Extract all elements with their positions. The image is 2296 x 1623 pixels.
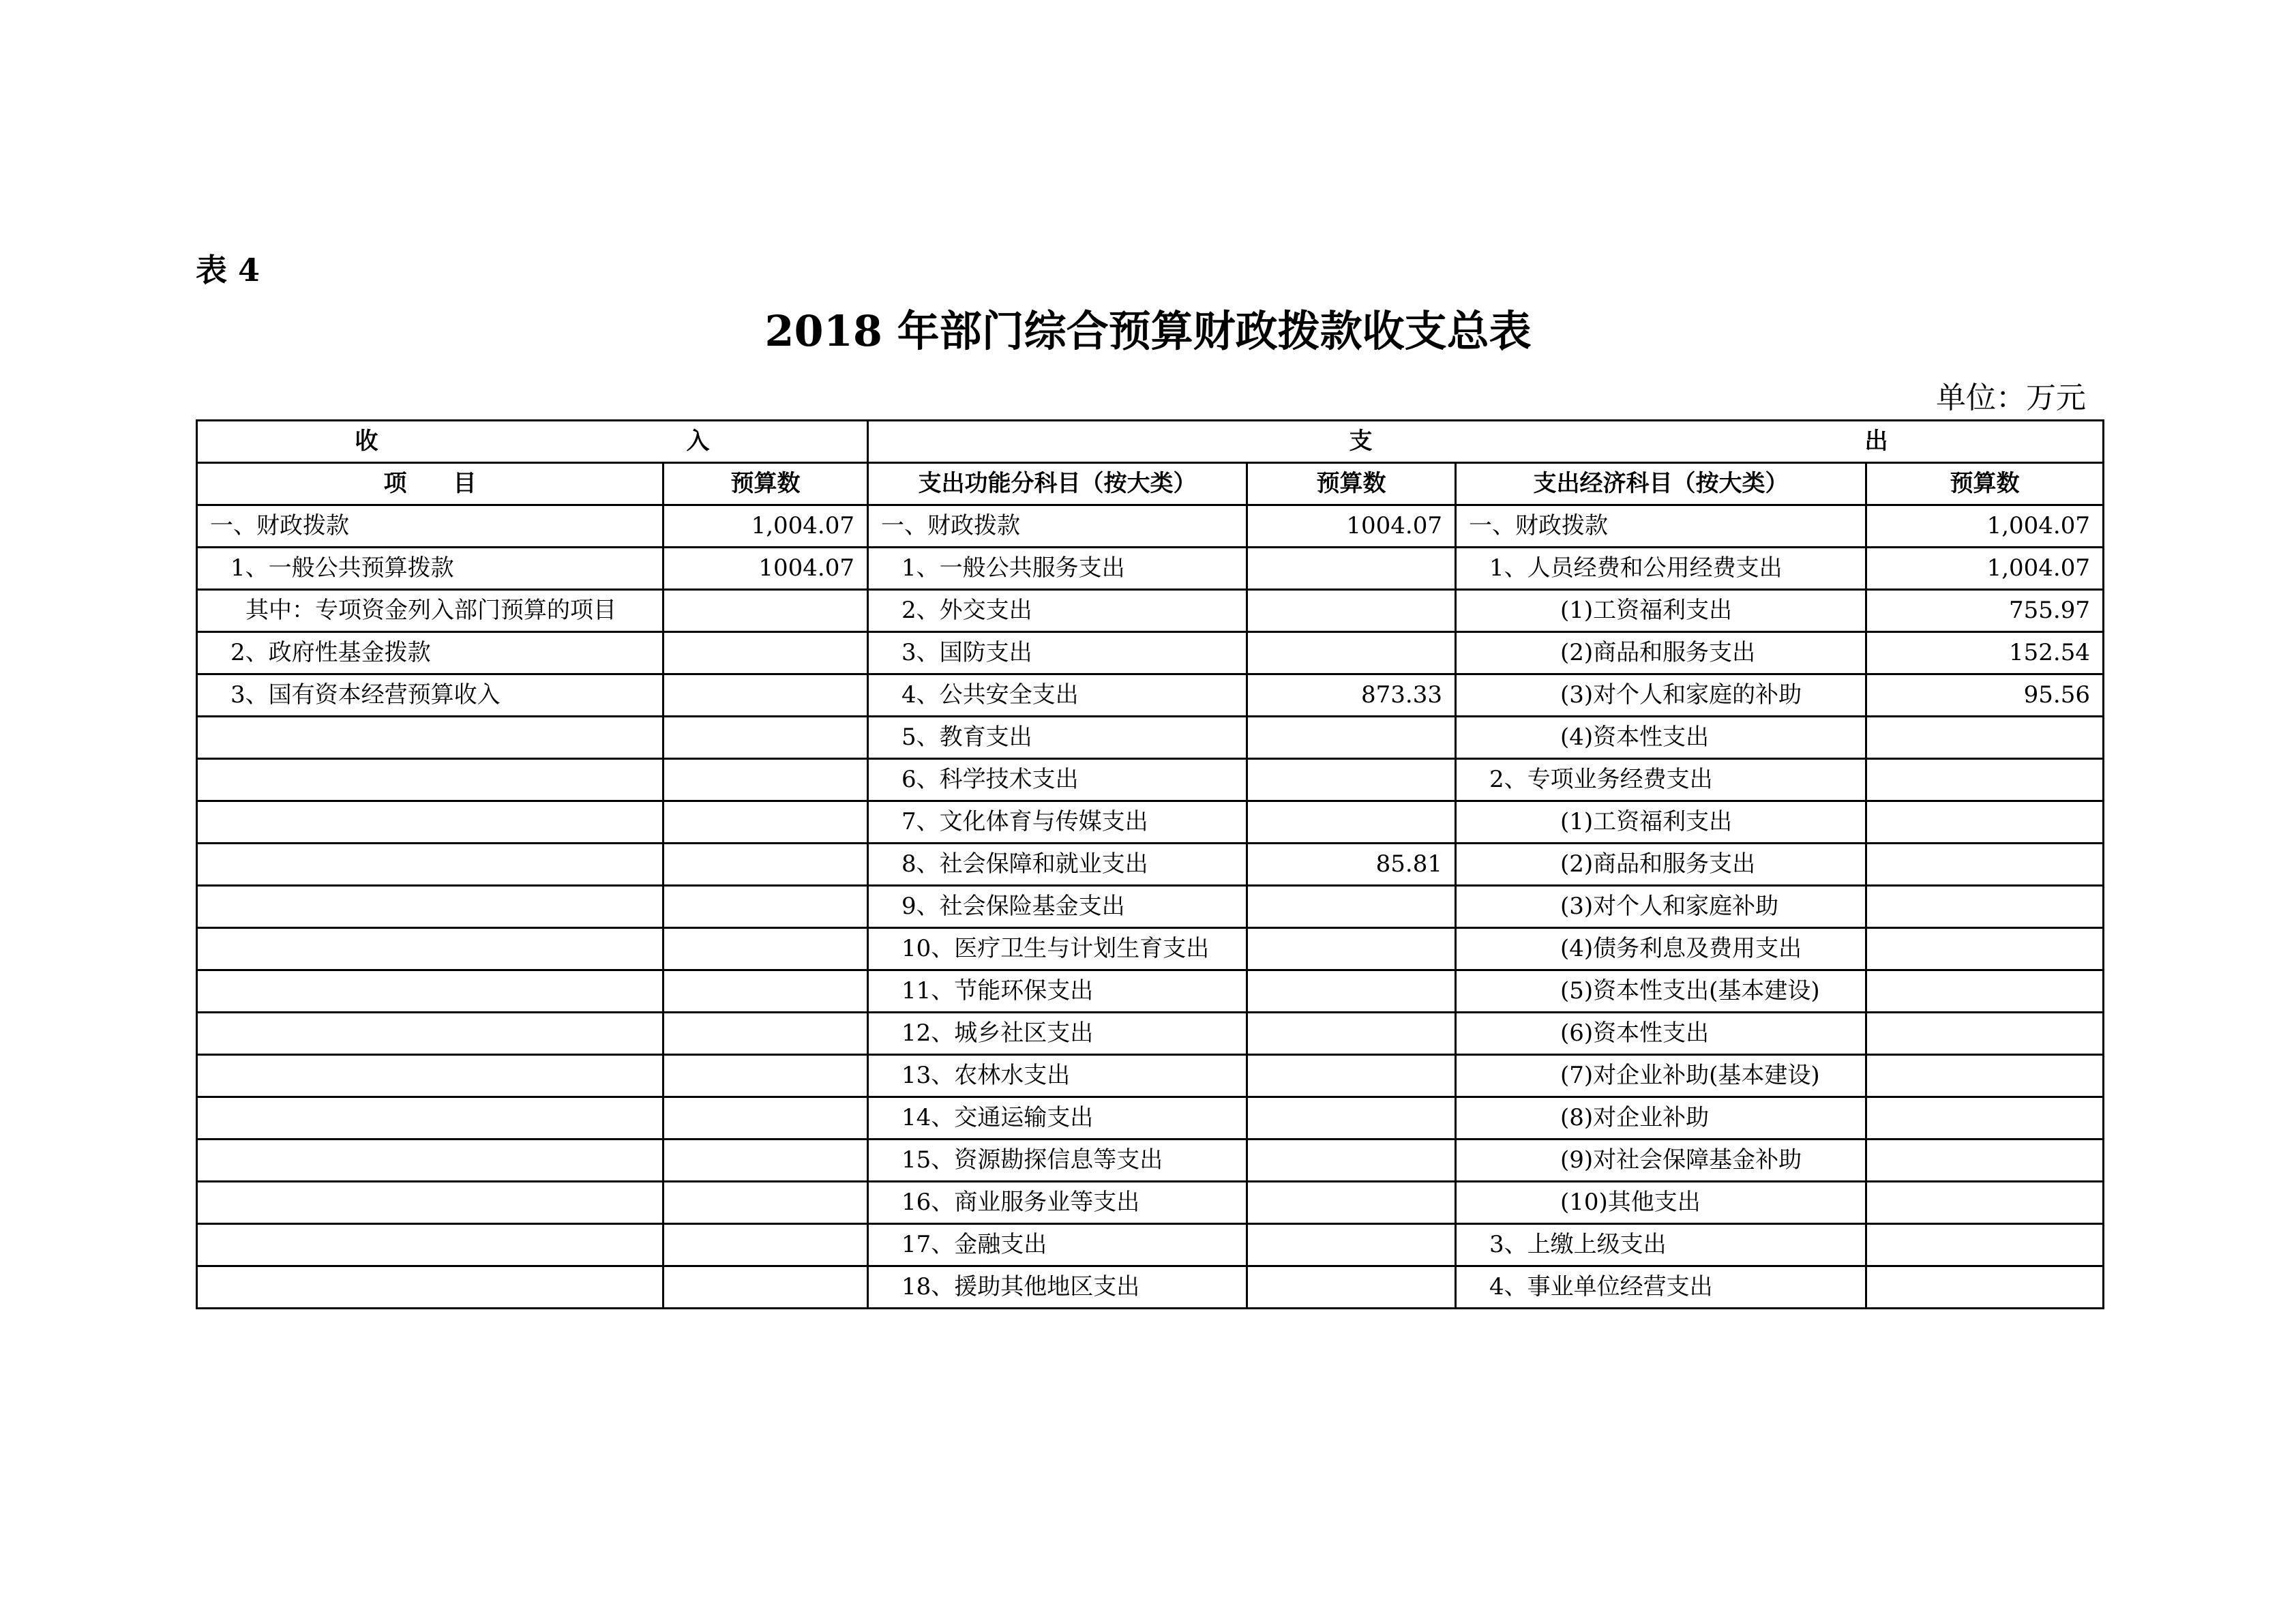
income-group-left: 收 [355, 428, 378, 455]
econ-amount-cell [1866, 844, 2104, 886]
econ-item-cell: (2)商品和服务支出 [1456, 632, 1866, 674]
econ-item-cell: 一、财政拨款 [1456, 505, 1866, 548]
income-item-cell: 一、财政拨款 [197, 505, 664, 548]
econ-item-cell: 2、专项业务经费支出 [1456, 759, 1866, 801]
func-item-cell: 13、农林水支出 [868, 1055, 1247, 1097]
income-amount-cell [664, 1013, 868, 1055]
income-amount-cell [664, 1266, 868, 1309]
income-amount-cell: 1,004.07 [664, 505, 868, 548]
expense-group-left: 支 [1349, 428, 1373, 455]
col-header-func-amount: 预算数 [1247, 463, 1456, 505]
table-row [197, 970, 2104, 1013]
econ-amount-cell [1866, 1182, 2104, 1224]
func-item-cell: 15、资源勘探信息等支出 [868, 1140, 1247, 1182]
table-row [197, 674, 2104, 717]
table-row [197, 1097, 2104, 1140]
group-header-row [197, 421, 2104, 463]
income-item-cell [197, 1266, 664, 1309]
econ-item-cell: (10)其他支出 [1456, 1182, 1866, 1224]
budget-table [196, 419, 2104, 1309]
income-group-header [197, 421, 868, 463]
econ-item-cell: (1)工资福利支出 [1456, 801, 1866, 844]
econ-item-cell: (3)对个人和家庭的补助 [1456, 674, 1866, 717]
func-amount-cell [1247, 801, 1456, 844]
income-item-cell [197, 1055, 664, 1097]
func-amount-cell [1247, 1055, 1456, 1097]
page-title: 2018 年部门综合预算财政拨款收支总表 [764, 306, 1532, 356]
func-amount-cell [1247, 717, 1456, 759]
func-item-cell: 12、城乡社区支出 [868, 1013, 1247, 1055]
func-item-cell: 16、商业服务业等支出 [868, 1182, 1247, 1224]
func-amount-cell [1247, 632, 1456, 674]
income-amount-cell [664, 1097, 868, 1140]
income-item-cell [197, 1140, 664, 1182]
func-item-cell: 7、文化体育与传媒支出 [868, 801, 1247, 844]
income-amount-cell [664, 759, 868, 801]
func-item-cell: 2、外交支出 [868, 590, 1247, 632]
func-item-cell: 10、医疗卫生与计划生育支出 [868, 928, 1247, 970]
expense-group-right: 出 [1864, 428, 1888, 455]
econ-item-cell: (3)对个人和家庭补助 [1456, 886, 1866, 928]
income-item-cell [197, 970, 664, 1013]
func-amount-cell: 873.33 [1247, 674, 1456, 717]
func-item-cell: 3、国防支出 [868, 632, 1247, 674]
income-item-cell [197, 928, 664, 970]
income-group-right: 入 [686, 428, 710, 455]
func-item-cell: 一、财政拨款 [868, 505, 1247, 548]
table-body [197, 505, 2104, 1309]
func-item-cell: 1、一般公共服务支出 [868, 548, 1247, 590]
econ-item-cell: 4、事业单位经营支出 [1456, 1266, 1866, 1309]
table-row [197, 844, 2104, 886]
econ-amount-cell [1866, 1013, 2104, 1055]
econ-item-cell: (5)资本性支出(基本建设) [1456, 970, 1866, 1013]
income-amount-cell [664, 1140, 868, 1182]
income-amount-cell [664, 1224, 868, 1266]
income-item-cell: 3、国有资本经营预算收入 [197, 674, 664, 717]
econ-amount-cell: 755.97 [1866, 590, 2104, 632]
econ-amount-cell [1866, 1055, 2104, 1097]
income-amount-cell [664, 1055, 868, 1097]
func-amount-cell [1247, 590, 1456, 632]
func-item-cell: 6、科学技术支出 [868, 759, 1247, 801]
func-amount-cell [1247, 928, 1456, 970]
func-amount-cell [1247, 759, 1456, 801]
table-row [197, 1266, 2104, 1309]
econ-amount-cell [1866, 1266, 2104, 1309]
col-header-func-item: 支出功能分科目（按大类） [868, 463, 1247, 505]
income-item-cell [197, 1224, 664, 1266]
func-amount-cell [1247, 548, 1456, 590]
table-label: 表 4 [196, 252, 260, 288]
func-item-cell: 18、援助其他地区支出 [868, 1266, 1247, 1309]
func-item-cell: 5、教育支出 [868, 717, 1247, 759]
expense-group-header [868, 421, 2104, 463]
table-row [197, 1182, 2104, 1224]
column-header-row [197, 463, 2104, 505]
income-item-cell: 1、一般公共预算拨款 [197, 548, 664, 590]
income-item-cell: 其中：专项资金列入部门预算的项目 [197, 590, 664, 632]
col-header-income-amount: 预算数 [664, 463, 868, 505]
income-amount-cell [664, 717, 868, 759]
econ-amount-cell [1866, 1140, 2104, 1182]
table-row [197, 1140, 2104, 1182]
func-amount-cell [1247, 886, 1456, 928]
col-header-income-item: 项 目 [197, 463, 664, 505]
func-item-cell: 14、交通运输支出 [868, 1097, 1247, 1140]
unit-label: 单位：万元 [1936, 381, 2086, 415]
func-amount-cell [1247, 970, 1456, 1013]
econ-amount-cell [1866, 759, 2104, 801]
func-amount-cell [1247, 1224, 1456, 1266]
table-row [197, 1224, 2104, 1266]
income-item-cell [197, 801, 664, 844]
income-item-cell [197, 886, 664, 928]
income-amount-cell [664, 590, 868, 632]
econ-amount-cell: 1,004.07 [1866, 505, 2104, 548]
func-amount-cell [1247, 1266, 1456, 1309]
func-amount-cell: 1004.07 [1247, 505, 1456, 548]
econ-item-cell: (8)对企业补助 [1456, 1097, 1866, 1140]
econ-amount-cell [1866, 1097, 2104, 1140]
econ-amount-cell [1866, 970, 2104, 1013]
col-header-econ-amount: 预算数 [1866, 463, 2104, 505]
table-row [197, 801, 2104, 844]
func-item-cell: 11、节能环保支出 [868, 970, 1247, 1013]
func-amount-cell [1247, 1097, 1456, 1140]
econ-item-cell: 1、人员经费和公用经费支出 [1456, 548, 1866, 590]
income-amount-cell [664, 844, 868, 886]
func-amount-cell [1247, 1013, 1456, 1055]
func-amount-cell: 85.81 [1247, 844, 1456, 886]
econ-item-cell: (4)资本性支出 [1456, 717, 1866, 759]
econ-amount-cell [1866, 1224, 2104, 1266]
func-item-cell: 4、公共安全支出 [868, 674, 1247, 717]
income-item-cell: 2、政府性基金拨款 [197, 632, 664, 674]
income-item-cell [197, 717, 664, 759]
econ-amount-cell: 1,004.07 [1866, 548, 2104, 590]
econ-amount-cell [1866, 928, 2104, 970]
income-amount-cell [664, 1182, 868, 1224]
econ-amount-cell: 152.54 [1866, 632, 2104, 674]
table-row [197, 505, 2104, 548]
func-item-cell: 9、社会保险基金支出 [868, 886, 1247, 928]
income-item-cell [197, 1013, 664, 1055]
econ-amount-cell: 95.56 [1866, 674, 2104, 717]
income-item-cell [197, 1182, 664, 1224]
income-amount-cell: 1004.07 [664, 548, 868, 590]
table-row [197, 1013, 2104, 1055]
table-row [197, 886, 2104, 928]
func-item-cell: 8、社会保障和就业支出 [868, 844, 1247, 886]
econ-item-cell: (9)对社会保障基金补助 [1456, 1140, 1866, 1182]
table-row [197, 928, 2104, 970]
table-row [197, 717, 2104, 759]
func-amount-cell [1247, 1140, 1456, 1182]
econ-item-cell: 3、上缴上级支出 [1456, 1224, 1866, 1266]
econ-item-cell: (1)工资福利支出 [1456, 590, 1866, 632]
econ-amount-cell [1866, 717, 2104, 759]
income-item-cell [197, 844, 664, 886]
income-item-cell [197, 759, 664, 801]
econ-item-cell: (2)商品和服务支出 [1456, 844, 1866, 886]
table-row [197, 632, 2104, 674]
table-row [197, 548, 2104, 590]
income-amount-cell [664, 928, 868, 970]
econ-item-cell: (7)对企业补助(基本建设) [1456, 1055, 1866, 1097]
income-amount-cell [664, 970, 868, 1013]
func-item-cell: 17、金融支出 [868, 1224, 1247, 1266]
table-row [197, 590, 2104, 632]
econ-item-cell: (6)资本性支出 [1456, 1013, 1866, 1055]
income-amount-cell [664, 801, 868, 844]
econ-amount-cell [1866, 886, 2104, 928]
income-amount-cell [664, 886, 868, 928]
col-header-econ-item: 支出经济科目（按大类） [1456, 463, 1866, 505]
table-row [197, 1055, 2104, 1097]
func-amount-cell [1247, 1182, 1456, 1224]
income-amount-cell [664, 632, 868, 674]
econ-amount-cell [1866, 801, 2104, 844]
econ-item-cell: (4)债务利息及费用支出 [1456, 928, 1866, 970]
income-amount-cell [664, 674, 868, 717]
table-row [197, 759, 2104, 801]
income-item-cell [197, 1097, 664, 1140]
